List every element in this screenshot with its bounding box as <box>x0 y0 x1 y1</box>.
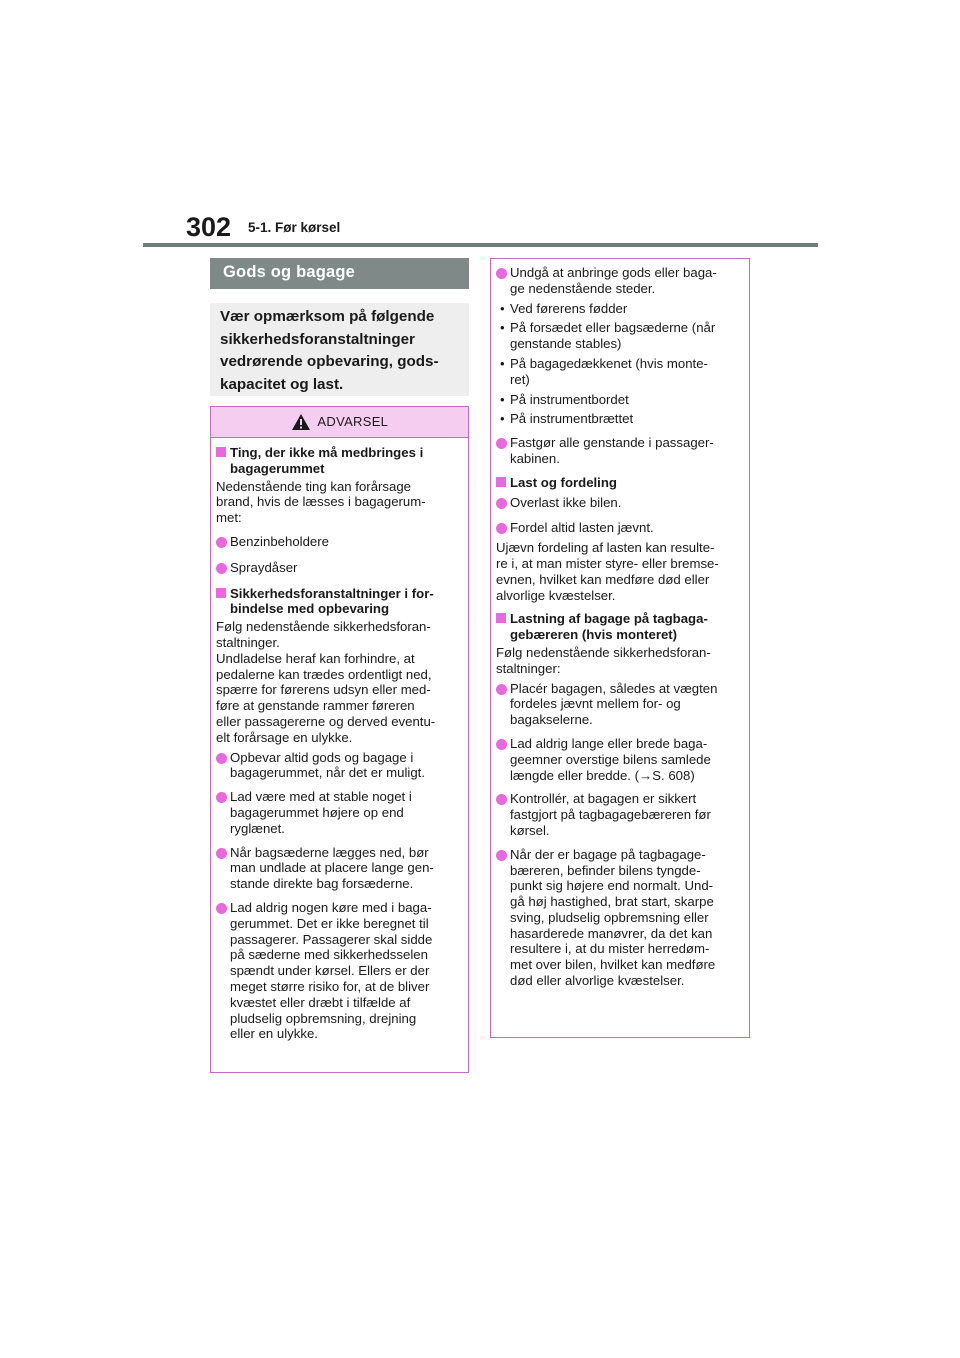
square-bullet-icon <box>496 611 510 643</box>
small-bullet-icon: • <box>500 300 505 316</box>
round-bullet-icon <box>216 560 230 578</box>
list-item: Benzinbeholdere <box>216 534 459 552</box>
round-bullet-icon <box>496 791 510 838</box>
arrow-right-icon: → <box>639 767 653 783</box>
section-title: Gods og bagage <box>210 258 469 289</box>
round-bullet-icon <box>496 435 510 467</box>
round-bullet-icon <box>216 900 230 1042</box>
continuation-heading-1: Last og fordeling <box>496 475 740 491</box>
warning-triangle-icon <box>291 413 311 431</box>
sub-list-item: • På forsædet eller bagsæderne (når genstande stables) <box>496 320 740 352</box>
round-bullet-icon <box>496 495 510 513</box>
list-item: Fordel altid lasten jævnt. <box>496 520 740 538</box>
header-rule <box>143 243 818 247</box>
warning-continuation-box <box>490 258 750 1038</box>
list-item: Når der er bagage på tagbagage- bæreren, befinder bilens tyngde- punkt sig højere end normalt. Und- gå høj hastighed, brat start, skarpe sving, pludselig opbremsning eller hasarderede manøvrer, da det kan resultere i, at du mister herredøm- met over bilen, hvilket kan medføre død eller alvorlige kvæstelser. <box>496 847 740 989</box>
square-bullet-icon <box>496 475 510 491</box>
list-item: Opbevar altid gods og bagage i bagagerummet, når det er muligt. <box>216 750 459 782</box>
small-bullet-icon: • <box>500 391 505 407</box>
round-bullet-icon <box>496 681 510 728</box>
warning-box <box>210 406 469 1073</box>
round-bullet-icon <box>496 736 510 783</box>
list-item: Spraydåser <box>216 560 459 578</box>
warning-label: ADVARSEL <box>317 414 389 429</box>
list-item: Når bagsæderne lægges ned, bør man undlade at placere lange gen- stande direkte bag forsæderne. <box>216 845 459 892</box>
continuation-text-1: Ujævn fordeling af lasten kan resulte- re i, at man mister styre- eller bremse- evnen, hvilket kan medføre død eller alvorlige kvæstelser. <box>496 540 719 603</box>
warning-heading-1: Ting, der ikke må medbringes i bagagerummet <box>216 445 459 477</box>
page-number: 302 <box>186 212 232 242</box>
list-item: Lad aldrig lange eller brede baga- geemner overstige bilens samlede længde eller bredde. (→S. 608) <box>496 736 740 783</box>
warning-heading-2: Sikkerhedsforanstaltninger i for- bindelse med opbevaring <box>216 586 459 618</box>
sub-list-item: • På instrumentbordet <box>496 392 740 408</box>
square-bullet-icon <box>216 586 230 618</box>
list-item: Overlast ikke bilen. <box>496 495 740 513</box>
section-label: 5-1. Før kørsel <box>248 220 341 235</box>
warning-content <box>211 438 468 1042</box>
warning-text-1: Nedenstående ting kan forårsage brand, hvis de læsses i bagagerum- met: <box>216 478 426 526</box>
sub-list-item: • På bagagedækkenet (hvis monte- ret) <box>496 356 740 388</box>
round-bullet-icon <box>496 265 510 297</box>
round-bullet-icon <box>216 750 230 782</box>
sub-list-item: • På instrumentbrættet <box>496 411 740 427</box>
round-bullet-icon <box>216 534 230 552</box>
round-bullet-icon <box>496 847 510 989</box>
continuation-heading-2: Lastning af bagage på tagbaga- gebæreren (hvis monteret) <box>496 611 740 643</box>
continuation-content <box>491 259 749 989</box>
warning-header <box>211 407 468 438</box>
sub-list-item: • Ved førerens fødder <box>496 301 740 317</box>
small-bullet-icon: • <box>500 411 505 427</box>
round-bullet-icon <box>216 789 230 836</box>
list-item: Fastgør alle genstande i passager- kabinen. <box>496 435 740 467</box>
list-item: Kontrollér, at bagagen er sikkert fastgjort på tagbagagebæreren før kørsel. <box>496 791 740 838</box>
list-item: Undgå at anbringe gods eller baga- ge nedenstående steder. <box>496 265 740 297</box>
list-item: Lad være med at stable noget i bagagerummet højere op end ryglænet. <box>216 789 459 836</box>
warning-text-2: Følg nedenstående sikkerhedsforan- staltninger. Undladelse heraf kan forhindre, at pedalerne kan trædes ordentligt ned, spærre for førerens udsyn eller med- føre at genstande rammer føreren eller passagererne og derved eventu- elt forårsage en ulykke. <box>216 619 436 745</box>
continuation-text-2: Følg nedenstående sikkerhedsforan- staltninger: <box>496 644 711 676</box>
list-item: Lad aldrig nogen køre med i baga- gerummet. Det er ikke beregnet til passagerer. Passagerer skal sidde på sæderne med sikkerhedsselen spændt under kørsel. Ellers er der meget større risiko for, at de bliver kvæstet eller dræbt i tilfælde af pludselig opbremsning, drejning eller en ulykke. <box>216 900 459 1042</box>
square-bullet-icon <box>216 445 230 477</box>
list-item: Placér bagagen, således at vægten fordeles jævnt mellem for- og bagakselerne. <box>496 681 740 728</box>
page-reference-link[interactable]: S. 608) <box>652 767 695 783</box>
small-bullet-icon: • <box>500 355 505 371</box>
intro-text: Vær opmærksom på følgende sikkerhedsforanstaltninger vedrørende opbevaring, gods- kapacitet og last. <box>210 303 469 396</box>
round-bullet-icon <box>216 845 230 892</box>
small-bullet-icon: • <box>500 320 505 336</box>
round-bullet-icon <box>496 520 510 538</box>
